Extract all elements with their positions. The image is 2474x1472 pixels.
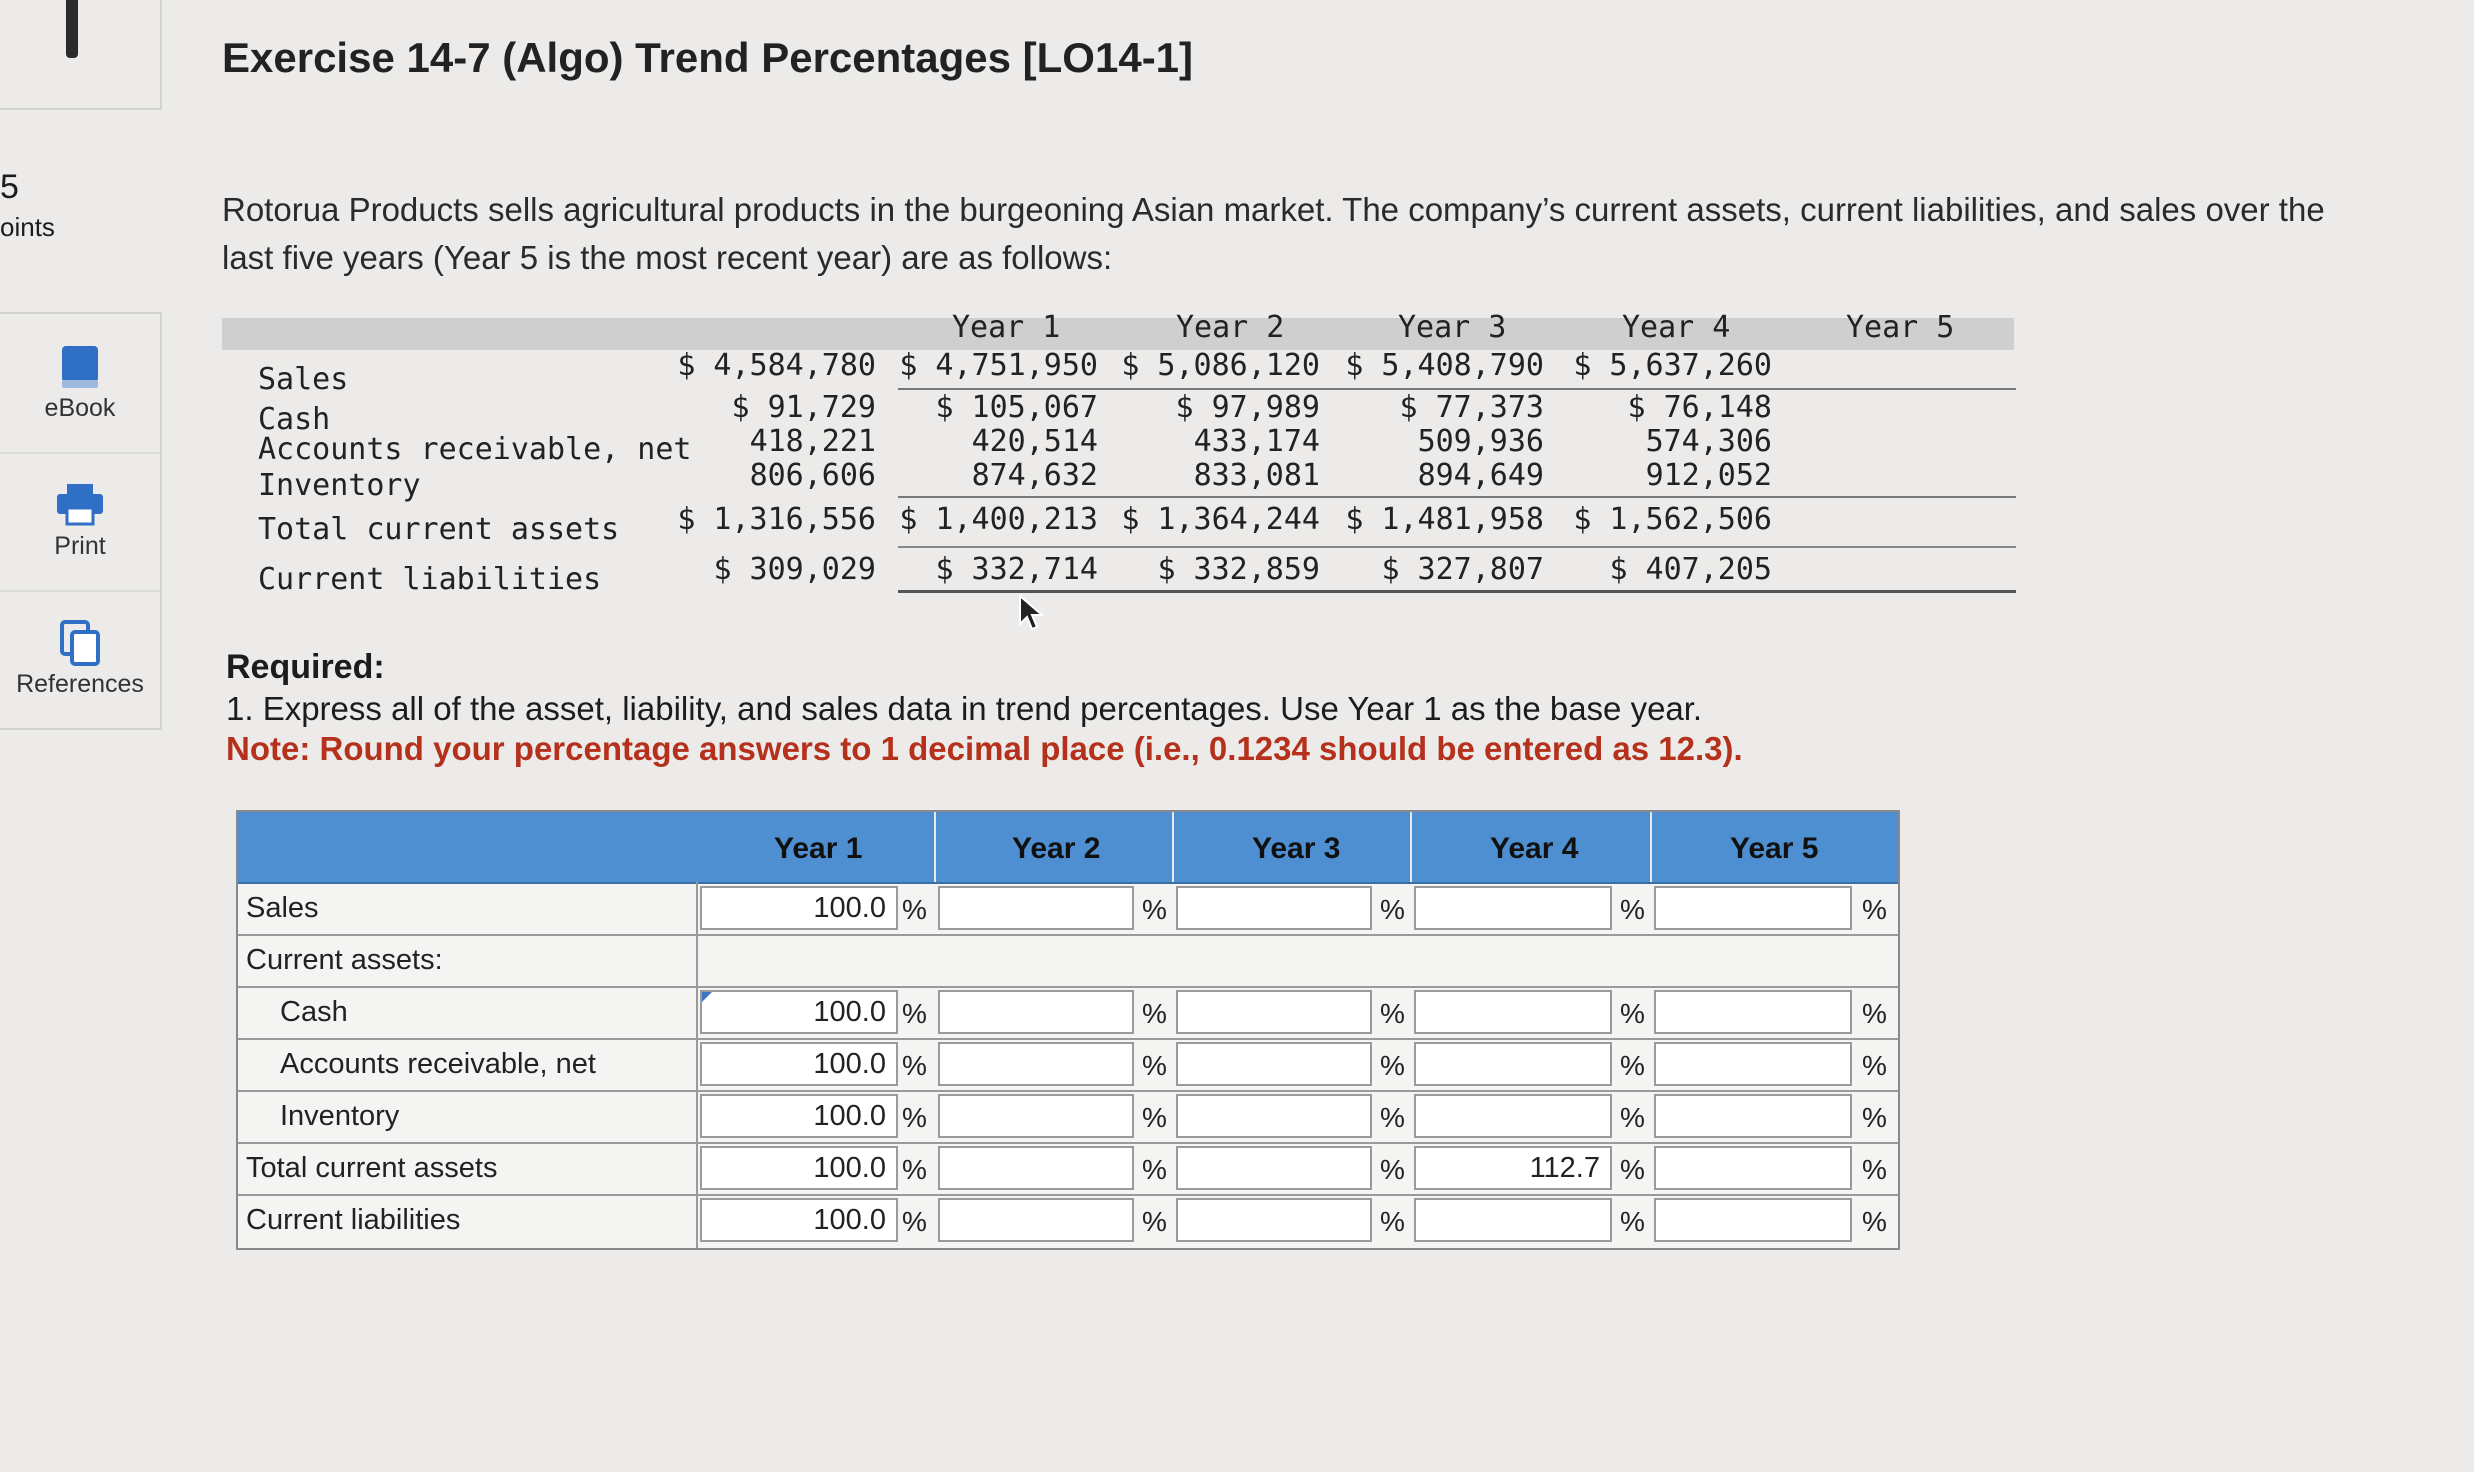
year3-cash-input[interactable]	[1176, 990, 1372, 1034]
grid-row-total-current-assets	[238, 1142, 1898, 1196]
year3-ar-input[interactable]	[1176, 1042, 1372, 1086]
ebook-label: eBook	[44, 394, 116, 422]
year4-inventory-input[interactable]	[1414, 1094, 1612, 1138]
points-value: 5	[0, 168, 19, 206]
data-cell: $ 309,029	[713, 552, 876, 587]
grid-row-label: Inventory	[280, 1100, 400, 1132]
year5-liabilities-input[interactable]	[1654, 1198, 1852, 1242]
divider	[898, 496, 2016, 498]
data-cell: $ 91,729	[731, 390, 876, 425]
data-cell: 433,174	[1193, 424, 1320, 459]
percent-symbol: %	[1862, 1206, 1887, 1237]
year5-ar-input[interactable]	[1654, 1042, 1852, 1086]
grid-year-header: Year 1	[774, 832, 863, 865]
data-cell: $ 4,584,780	[677, 348, 876, 383]
percent-symbol: %	[1380, 894, 1405, 925]
percent-symbol: %	[902, 998, 927, 1029]
data-year-header: Year 5	[1846, 310, 1955, 345]
data-cell: $ 332,714	[935, 552, 1098, 587]
percent-symbol: %	[902, 1102, 927, 1133]
cursor-icon	[1018, 594, 1044, 632]
data-row-label: Cash	[258, 402, 331, 437]
percent-symbol: %	[902, 1050, 927, 1081]
year5-total-assets-input[interactable]	[1654, 1146, 1852, 1190]
percent-symbol: %	[1620, 1050, 1645, 1081]
year2-cash-input[interactable]	[938, 990, 1134, 1034]
data-cell: 912,052	[1645, 458, 1772, 493]
print-icon	[55, 482, 105, 531]
data-cell: 833,081	[1193, 458, 1320, 493]
year1-inventory-input[interactable]: 100.0	[700, 1094, 898, 1138]
data-year-header: Year 1	[952, 310, 1061, 345]
grid-row-inventory	[238, 1090, 1898, 1144]
grid-row-label: Current liabilities	[246, 1204, 461, 1236]
scroll-handle[interactable]	[66, 0, 78, 58]
percent-symbol: %	[1620, 998, 1645, 1029]
grid-row-cash	[238, 986, 1898, 1040]
year1-ar-input[interactable]: 100.0	[700, 1042, 898, 1086]
year2-ar-input[interactable]	[938, 1042, 1134, 1086]
data-row-label: Total current assets	[258, 512, 620, 547]
year4-ar-input[interactable]	[1414, 1042, 1612, 1086]
percent-symbol: %	[902, 894, 927, 925]
year2-inventory-input[interactable]	[938, 1094, 1134, 1138]
grid-row-label: Accounts receivable, net	[280, 1048, 596, 1080]
data-cell: 894,649	[1417, 458, 1544, 493]
percent-symbol: %	[1380, 998, 1405, 1029]
percent-symbol: %	[1380, 1206, 1405, 1237]
year1-total-assets-input[interactable]: 100.0	[700, 1146, 898, 1190]
data-cell: $ 327,807	[1381, 552, 1544, 587]
year4-liabilities-input[interactable]	[1414, 1198, 1612, 1242]
tool-panel	[0, 312, 162, 730]
percent-symbol: %	[1380, 1102, 1405, 1133]
year5-inventory-input[interactable]	[1654, 1094, 1852, 1138]
grid-row-section	[238, 934, 1898, 988]
data-row-label: Sales	[258, 362, 349, 397]
data-year-header: Year 2	[1176, 310, 1285, 345]
year4-total-assets-input[interactable]: 112.7	[1414, 1146, 1612, 1190]
year3-liabilities-input[interactable]	[1176, 1198, 1372, 1242]
given-data-table	[222, 290, 2022, 600]
ebook-button[interactable]	[0, 314, 160, 454]
year3-sales-input[interactable]	[1176, 886, 1372, 930]
answer-grid	[236, 810, 1900, 1250]
divider	[1410, 812, 1412, 882]
data-cell: $ 332,859	[1157, 552, 1320, 587]
data-cell: $ 1,364,244	[1121, 502, 1320, 537]
percent-symbol: %	[1142, 1206, 1167, 1237]
data-row-label: Accounts receivable, net	[258, 432, 692, 467]
data-cell: $ 97,989	[1175, 390, 1320, 425]
data-cell: $ 1,562,506	[1573, 502, 1772, 537]
percent-symbol: %	[1862, 1154, 1887, 1185]
data-cell: 874,632	[971, 458, 1098, 493]
divider	[898, 546, 2016, 548]
percent-symbol: %	[1862, 1102, 1887, 1133]
data-cell: 420,514	[971, 424, 1098, 459]
year4-sales-input[interactable]	[1414, 886, 1612, 930]
data-cell: 574,306	[1645, 424, 1772, 459]
data-year-header: Year 4	[1622, 310, 1731, 345]
grid-section-label: Current assets:	[246, 944, 443, 976]
data-year-header: Year 3	[1398, 310, 1507, 345]
print-label: Print	[54, 532, 106, 560]
year2-sales-input[interactable]	[938, 886, 1134, 930]
data-cell: $ 4,751,950	[899, 348, 1098, 383]
rounding-note: Note: Round your percentage answers to 1 decimal place (i.e., 0.1234 should be entered as 12.3).	[226, 730, 1743, 767]
grid-row-current-liabilities	[238, 1194, 1898, 1246]
grid-row-sales	[238, 882, 1898, 936]
year5-sales-input[interactable]	[1654, 886, 1852, 930]
year5-cash-input[interactable]	[1654, 990, 1852, 1034]
data-cell: $ 5,637,260	[1573, 348, 1772, 383]
data-row-label: Current liabilities	[258, 562, 602, 597]
grid-row-accounts-receivable	[238, 1038, 1898, 1092]
data-cell: $ 1,400,213	[899, 502, 1098, 537]
percent-symbol: %	[1142, 1154, 1167, 1185]
print-button[interactable]	[0, 452, 160, 592]
problem-intro: Rotorua Products sells agricultural products in the burgeoning Asian market. The company’s current assets, current liabilities, and sales over the last five years (Year 5 is the most recent year) are as follows:	[222, 191, 2325, 276]
data-cell: 509,936	[1417, 424, 1544, 459]
divider	[934, 812, 936, 882]
data-cell: $ 1,316,556	[677, 502, 876, 537]
percent-symbol: %	[1142, 998, 1167, 1029]
data-cell: $ 407,205	[1609, 552, 1772, 587]
answer-grid-header	[238, 812, 1898, 884]
year2-total-assets-input[interactable]	[938, 1146, 1134, 1190]
percent-symbol: %	[1620, 1154, 1645, 1185]
references-button[interactable]	[0, 590, 160, 728]
year2-liabilities-input[interactable]	[938, 1198, 1134, 1242]
divider	[1172, 812, 1174, 882]
references-label: References	[16, 670, 144, 698]
grid-row-label: Sales	[246, 892, 319, 924]
percent-symbol: %	[1142, 1050, 1167, 1081]
year3-total-assets-input[interactable]	[1176, 1146, 1372, 1190]
grid-row-label: Cash	[280, 996, 348, 1028]
percent-symbol: %	[1620, 1102, 1645, 1133]
required-heading: Required:	[226, 648, 385, 686]
grid-year-header: Year 3	[1252, 832, 1341, 865]
data-row-label: Inventory	[258, 468, 421, 503]
grid-row-label: Total current assets	[246, 1152, 498, 1184]
grid-year-header: Year 4	[1490, 832, 1579, 865]
percent-symbol: %	[902, 1206, 927, 1237]
year3-inventory-input[interactable]	[1176, 1094, 1372, 1138]
data-cell: $ 1,481,958	[1345, 502, 1544, 537]
percent-symbol: %	[1862, 998, 1887, 1029]
rail-header	[0, 0, 162, 110]
data-cell: $ 77,373	[1399, 390, 1544, 425]
grid-year-header: Year 2	[1012, 832, 1101, 865]
data-cell: $ 5,086,120	[1121, 348, 1320, 383]
required-item-1: 1. Express all of the asset, liability, and sales data in trend percentages. Use Year 1 as the base year.	[226, 690, 1703, 727]
ebook-icon	[60, 344, 100, 395]
grid-year-header: Year 5	[1730, 832, 1819, 865]
data-table-header	[222, 318, 2014, 350]
divider	[1650, 812, 1652, 882]
percent-symbol: %	[1862, 1050, 1887, 1081]
percent-symbol: %	[1380, 1050, 1405, 1081]
year1-cash-input[interactable]: 100.0	[700, 990, 898, 1034]
year1-sales-input[interactable]: 100.0	[700, 886, 898, 930]
percent-symbol: %	[1142, 894, 1167, 925]
percent-symbol: %	[1862, 894, 1887, 925]
year1-liabilities-input[interactable]: 100.0	[700, 1198, 898, 1242]
percent-symbol: %	[1620, 1206, 1645, 1237]
data-cell: 806,606	[749, 458, 876, 493]
data-cell: 418,221	[749, 424, 876, 459]
year4-cash-input[interactable]	[1414, 990, 1612, 1034]
exercise-title: Exercise 14-7 (Algo) Trend Percentages [LO14-1]	[222, 34, 1194, 81]
references-icon	[58, 620, 102, 671]
divider	[898, 590, 2016, 593]
percent-symbol: %	[902, 1154, 927, 1185]
points-label: oints	[0, 212, 55, 242]
percent-symbol: %	[1142, 1102, 1167, 1133]
data-cell: $ 76,148	[1627, 390, 1772, 425]
data-cell: $ 105,067	[935, 390, 1098, 425]
percent-symbol: %	[1380, 1154, 1405, 1185]
percent-symbol: %	[1620, 894, 1645, 925]
data-cell: $ 5,408,790	[1345, 348, 1544, 383]
